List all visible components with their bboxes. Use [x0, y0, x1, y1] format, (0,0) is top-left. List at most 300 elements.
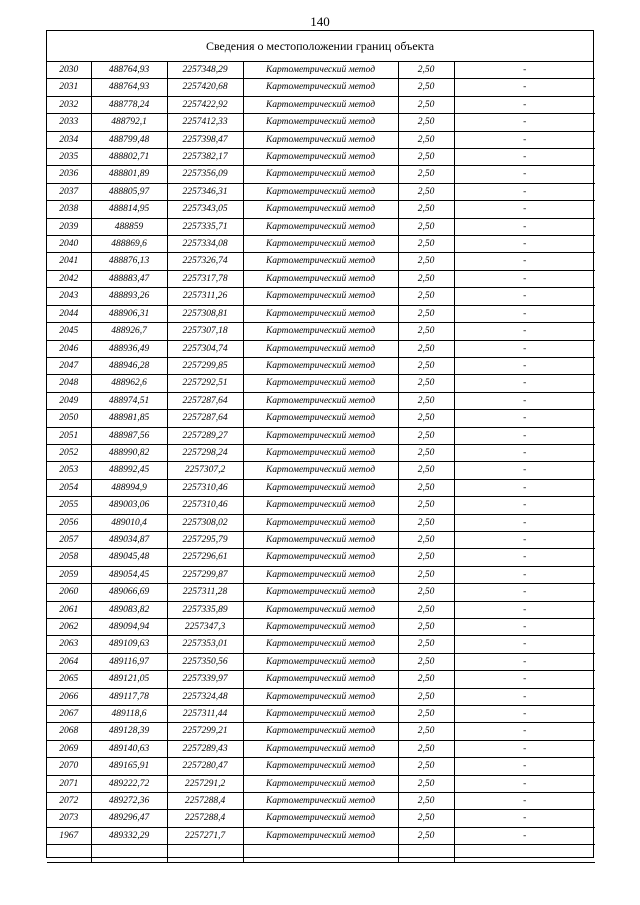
y-coordinate-cell: 2257287,64 — [167, 392, 243, 409]
x-coordinate-cell: 488936,49 — [91, 340, 167, 357]
method-cell: Картометрический метод — [243, 288, 398, 305]
point-number-cell: 2033 — [47, 114, 91, 131]
y-coordinate-cell: 2257346,31 — [167, 183, 243, 200]
y-coordinate-cell: 2257308,81 — [167, 305, 243, 322]
method-cell: Картометрический метод — [243, 427, 398, 444]
table-row — [47, 706, 595, 723]
accuracy-cell: 2,50 — [398, 149, 454, 166]
accuracy-cell: 2,50 — [398, 236, 454, 253]
x-coordinate-cell: 489066,69 — [91, 584, 167, 601]
accuracy-cell: 2,50 — [398, 392, 454, 409]
accuracy-cell: 2,50 — [398, 270, 454, 287]
table-row — [47, 827, 595, 844]
accuracy-cell: 2,50 — [398, 688, 454, 705]
point-number-cell: 2031 — [47, 79, 91, 96]
point-number-cell: 2049 — [47, 392, 91, 409]
y-coordinate-cell: 2257343,05 — [167, 201, 243, 218]
description-cell: - — [454, 131, 595, 148]
x-coordinate-cell: 489121,05 — [91, 671, 167, 688]
point-number-cell: 2042 — [47, 270, 91, 287]
accuracy-cell: 2,50 — [398, 305, 454, 322]
page-number: 140 — [310, 14, 330, 29]
table-row — [47, 462, 595, 479]
point-number-cell: 2030 — [47, 62, 91, 79]
method-cell: Картометрический метод — [243, 653, 398, 670]
point-number-cell: 2073 — [47, 810, 91, 827]
y-coordinate-cell: 2257334,08 — [167, 236, 243, 253]
description-cell: - — [454, 549, 595, 566]
method-cell: Картометрический метод — [243, 601, 398, 618]
empty-table-row — [47, 845, 595, 862]
x-coordinate-cell: 488990,82 — [91, 444, 167, 461]
table-row — [47, 671, 595, 688]
accuracy-cell: 2,50 — [398, 166, 454, 183]
y-coordinate-cell: 2257289,43 — [167, 740, 243, 757]
point-number-cell: 2032 — [47, 96, 91, 113]
y-coordinate-cell: 2257347,3 — [167, 619, 243, 636]
description-cell: - — [454, 653, 595, 670]
accuracy-cell: 2,50 — [398, 827, 454, 844]
method-cell: Картометрический метод — [243, 201, 398, 218]
method-cell: Картометрический метод — [243, 218, 398, 235]
y-coordinate-cell: 2257348,29 — [167, 62, 243, 79]
accuracy-cell: 2,50 — [398, 79, 454, 96]
point-number-cell: 2045 — [47, 323, 91, 340]
x-coordinate-cell: 489054,45 — [91, 566, 167, 583]
description-cell: - — [454, 566, 595, 583]
point-number-cell: 2048 — [47, 375, 91, 392]
accuracy-cell: 2,50 — [398, 323, 454, 340]
accuracy-cell: 2,50 — [398, 131, 454, 148]
point-number-cell: 2046 — [47, 340, 91, 357]
description-cell: - — [454, 357, 595, 374]
accuracy-cell: 2,50 — [398, 514, 454, 531]
y-coordinate-cell: 2257288,4 — [167, 793, 243, 810]
x-coordinate-cell: 488906,31 — [91, 305, 167, 322]
x-coordinate-cell: 488764,93 — [91, 62, 167, 79]
x-coordinate-cell: 488994,9 — [91, 479, 167, 496]
x-coordinate-cell: 489083,82 — [91, 601, 167, 618]
method-cell: Картометрический метод — [243, 357, 398, 374]
description-cell: - — [454, 62, 595, 79]
description-cell: - — [454, 619, 595, 636]
x-coordinate-cell: 488805,97 — [91, 183, 167, 200]
method-cell: Картометрический метод — [243, 636, 398, 653]
table-row — [47, 810, 595, 827]
x-coordinate-cell: 489109,63 — [91, 636, 167, 653]
method-cell: Картометрический метод — [243, 775, 398, 792]
section-title: Сведения о местоположении границ объекта — [47, 31, 593, 62]
description-cell: - — [454, 270, 595, 287]
empty-cell — [47, 845, 91, 862]
description-cell: - — [454, 636, 595, 653]
table-row — [47, 201, 595, 218]
point-number-cell: 2069 — [47, 740, 91, 757]
point-number-cell: 2056 — [47, 514, 91, 531]
y-coordinate-cell: 2257289,27 — [167, 427, 243, 444]
point-number-cell: 2053 — [47, 462, 91, 479]
y-coordinate-cell: 2257288,4 — [167, 810, 243, 827]
method-cell: Картометрический метод — [243, 740, 398, 757]
table-row — [47, 305, 595, 322]
y-coordinate-cell: 2257310,46 — [167, 497, 243, 514]
description-cell: - — [454, 323, 595, 340]
y-coordinate-cell: 2257307,18 — [167, 323, 243, 340]
accuracy-cell: 2,50 — [398, 114, 454, 131]
table-row — [47, 62, 595, 79]
method-cell: Картометрический метод — [243, 305, 398, 322]
description-cell: - — [454, 183, 595, 200]
y-coordinate-cell: 2257326,74 — [167, 253, 243, 270]
table-row — [47, 253, 595, 270]
x-coordinate-cell: 489117,78 — [91, 688, 167, 705]
accuracy-cell: 2,50 — [398, 201, 454, 218]
table-row — [47, 688, 595, 705]
method-cell: Картометрический метод — [243, 340, 398, 357]
x-coordinate-cell: 489034,87 — [91, 531, 167, 548]
table-row — [47, 183, 595, 200]
table-row — [47, 392, 595, 409]
point-number-cell: 2041 — [47, 253, 91, 270]
y-coordinate-cell: 2257356,09 — [167, 166, 243, 183]
method-cell: Картометрический метод — [243, 706, 398, 723]
method-cell: Картометрический метод — [243, 619, 398, 636]
method-cell: Картометрический метод — [243, 149, 398, 166]
description-cell: - — [454, 775, 595, 792]
accuracy-cell: 2,50 — [398, 288, 454, 305]
description-cell: - — [454, 392, 595, 409]
y-coordinate-cell: 2257324,48 — [167, 688, 243, 705]
table-row — [47, 775, 595, 792]
method-cell: Картометрический метод — [243, 549, 398, 566]
empty-cell — [398, 845, 454, 862]
accuracy-cell: 2,50 — [398, 375, 454, 392]
x-coordinate-cell: 488974,51 — [91, 392, 167, 409]
y-coordinate-cell: 2257280,47 — [167, 758, 243, 775]
x-coordinate-cell: 488962,6 — [91, 375, 167, 392]
table-row — [47, 375, 595, 392]
method-cell: Картометрический метод — [243, 96, 398, 113]
method-cell: Картометрический метод — [243, 723, 398, 740]
table-row — [47, 566, 595, 583]
method-cell: Картометрический метод — [243, 566, 398, 583]
y-coordinate-cell: 2257304,74 — [167, 340, 243, 357]
accuracy-cell: 2,50 — [398, 601, 454, 618]
table-row — [47, 584, 595, 601]
y-coordinate-cell: 2257291,2 — [167, 775, 243, 792]
accuracy-cell: 2,50 — [398, 427, 454, 444]
table-row — [47, 793, 595, 810]
point-number-cell: 2071 — [47, 775, 91, 792]
point-number-cell: 2072 — [47, 793, 91, 810]
y-coordinate-cell: 2257420,68 — [167, 79, 243, 96]
description-cell: - — [454, 201, 595, 218]
method-cell: Картометрический метод — [243, 497, 398, 514]
table-row — [47, 444, 595, 461]
point-number-cell: 2067 — [47, 706, 91, 723]
point-number-cell: 2044 — [47, 305, 91, 322]
y-coordinate-cell: 2257311,44 — [167, 706, 243, 723]
point-number-cell: 2052 — [47, 444, 91, 461]
point-number-cell: 2068 — [47, 723, 91, 740]
method-cell: Картометрический метод — [243, 392, 398, 409]
point-number-cell: 2054 — [47, 479, 91, 496]
point-number-cell: 2064 — [47, 653, 91, 670]
x-coordinate-cell: 489045,48 — [91, 549, 167, 566]
table-row — [47, 427, 595, 444]
table-row — [47, 497, 595, 514]
x-coordinate-cell: 488814,95 — [91, 201, 167, 218]
description-cell: - — [454, 584, 595, 601]
y-coordinate-cell: 2257412,33 — [167, 114, 243, 131]
accuracy-cell: 2,50 — [398, 218, 454, 235]
accuracy-cell: 2,50 — [398, 740, 454, 757]
accuracy-cell: 2,50 — [398, 793, 454, 810]
point-number-cell: 2060 — [47, 584, 91, 601]
accuracy-cell: 2,50 — [398, 444, 454, 461]
x-coordinate-cell: 489272,36 — [91, 793, 167, 810]
y-coordinate-cell: 2257299,21 — [167, 723, 243, 740]
table-row — [47, 549, 595, 566]
x-coordinate-cell: 489140,63 — [91, 740, 167, 757]
method-cell: Картометрический метод — [243, 183, 398, 200]
x-coordinate-cell: 488926,7 — [91, 323, 167, 340]
table-row — [47, 288, 595, 305]
point-number-cell: 2050 — [47, 410, 91, 427]
accuracy-cell: 2,50 — [398, 357, 454, 374]
description-cell: - — [454, 340, 595, 357]
description-cell: - — [454, 375, 595, 392]
method-cell: Картометрический метод — [243, 688, 398, 705]
empty-cell — [91, 845, 167, 862]
table-row — [47, 619, 595, 636]
table-row — [47, 531, 595, 548]
point-number-cell: 2063 — [47, 636, 91, 653]
accuracy-cell: 2,50 — [398, 775, 454, 792]
coordinates-table-frame — [46, 30, 594, 858]
description-cell: - — [454, 479, 595, 496]
x-coordinate-cell: 488981,85 — [91, 410, 167, 427]
x-coordinate-cell: 489165,91 — [91, 758, 167, 775]
description-cell: - — [454, 79, 595, 96]
y-coordinate-cell: 2257287,64 — [167, 410, 243, 427]
point-number-cell: 2062 — [47, 619, 91, 636]
y-coordinate-cell: 2257299,85 — [167, 357, 243, 374]
y-coordinate-cell: 2257422,92 — [167, 96, 243, 113]
accuracy-cell: 2,50 — [398, 340, 454, 357]
method-cell: Картометрический метод — [243, 114, 398, 131]
x-coordinate-cell: 488764,93 — [91, 79, 167, 96]
method-cell: Картометрический метод — [243, 584, 398, 601]
x-coordinate-cell: 488778,24 — [91, 96, 167, 113]
method-cell: Картометрический метод — [243, 62, 398, 79]
x-coordinate-cell: 489116,97 — [91, 653, 167, 670]
description-cell: - — [454, 531, 595, 548]
method-cell: Картометрический метод — [243, 323, 398, 340]
x-coordinate-cell: 489128,39 — [91, 723, 167, 740]
x-coordinate-cell: 489332,29 — [91, 827, 167, 844]
description-cell: - — [454, 149, 595, 166]
description-cell: - — [454, 288, 595, 305]
point-number-cell: 2036 — [47, 166, 91, 183]
table-row — [47, 723, 595, 740]
point-number-cell: 1967 — [47, 827, 91, 844]
empty-cell — [167, 845, 243, 862]
accuracy-cell: 2,50 — [398, 810, 454, 827]
accuracy-cell: 2,50 — [398, 706, 454, 723]
point-number-cell: 2038 — [47, 201, 91, 218]
method-cell: Картометрический метод — [243, 444, 398, 461]
x-coordinate-cell: 488859 — [91, 218, 167, 235]
description-cell: - — [454, 236, 595, 253]
accuracy-cell: 2,50 — [398, 758, 454, 775]
method-cell: Картометрический метод — [243, 253, 398, 270]
point-number-cell: 2034 — [47, 131, 91, 148]
point-number-cell: 2043 — [47, 288, 91, 305]
x-coordinate-cell: 488799,48 — [91, 131, 167, 148]
x-coordinate-cell: 489094,94 — [91, 619, 167, 636]
point-number-cell: 2039 — [47, 218, 91, 235]
y-coordinate-cell: 2257398,47 — [167, 131, 243, 148]
table-row — [47, 270, 595, 287]
x-coordinate-cell: 488801,89 — [91, 166, 167, 183]
table-row — [47, 96, 595, 113]
table-row — [47, 740, 595, 757]
x-coordinate-cell: 488883,47 — [91, 270, 167, 287]
accuracy-cell: 2,50 — [398, 671, 454, 688]
table-row — [47, 636, 595, 653]
table-row — [47, 357, 595, 374]
table-row — [47, 340, 595, 357]
y-coordinate-cell: 2257299,87 — [167, 566, 243, 583]
x-coordinate-cell: 488876,13 — [91, 253, 167, 270]
x-coordinate-cell: 489118,6 — [91, 706, 167, 723]
accuracy-cell: 2,50 — [398, 566, 454, 583]
accuracy-cell: 2,50 — [398, 584, 454, 601]
table-row — [47, 514, 595, 531]
description-cell: - — [454, 96, 595, 113]
description-cell: - — [454, 410, 595, 427]
x-coordinate-cell: 488946,28 — [91, 357, 167, 374]
table-row — [47, 149, 595, 166]
y-coordinate-cell: 2257311,28 — [167, 584, 243, 601]
boundary-coordinates-table — [47, 62, 595, 863]
accuracy-cell: 2,50 — [398, 549, 454, 566]
method-cell: Картометрический метод — [243, 236, 398, 253]
method-cell: Картометрический метод — [243, 758, 398, 775]
table-row — [47, 79, 595, 96]
x-coordinate-cell: 488893,26 — [91, 288, 167, 305]
description-cell: - — [454, 740, 595, 757]
y-coordinate-cell: 2257295,79 — [167, 531, 243, 548]
method-cell: Картометрический метод — [243, 514, 398, 531]
accuracy-cell: 2,50 — [398, 531, 454, 548]
point-number-cell: 2040 — [47, 236, 91, 253]
description-cell: - — [454, 758, 595, 775]
method-cell: Картометрический метод — [243, 827, 398, 844]
method-cell: Картометрический метод — [243, 270, 398, 287]
point-number-cell: 2035 — [47, 149, 91, 166]
y-coordinate-cell: 2257307,2 — [167, 462, 243, 479]
y-coordinate-cell: 2257310,46 — [167, 479, 243, 496]
accuracy-cell: 2,50 — [398, 479, 454, 496]
method-cell: Картометрический метод — [243, 131, 398, 148]
point-number-cell: 2037 — [47, 183, 91, 200]
table-row — [47, 218, 595, 235]
y-coordinate-cell: 2257317,78 — [167, 270, 243, 287]
table-row — [47, 758, 595, 775]
description-cell: - — [454, 793, 595, 810]
description-cell: - — [454, 601, 595, 618]
method-cell: Картометрический метод — [243, 462, 398, 479]
description-cell: - — [454, 514, 595, 531]
method-cell: Картометрический метод — [243, 810, 398, 827]
x-coordinate-cell: 489222,72 — [91, 775, 167, 792]
x-coordinate-cell: 488802,71 — [91, 149, 167, 166]
point-number-cell: 2055 — [47, 497, 91, 514]
y-coordinate-cell: 2257335,71 — [167, 218, 243, 235]
point-number-cell: 2058 — [47, 549, 91, 566]
y-coordinate-cell: 2257350,56 — [167, 653, 243, 670]
y-coordinate-cell: 2257292,51 — [167, 375, 243, 392]
table-row — [47, 114, 595, 131]
table-row — [47, 479, 595, 496]
description-cell: - — [454, 688, 595, 705]
x-coordinate-cell: 489010,4 — [91, 514, 167, 531]
accuracy-cell: 2,50 — [398, 462, 454, 479]
description-cell: - — [454, 305, 595, 322]
accuracy-cell: 2,50 — [398, 96, 454, 113]
table-row — [47, 601, 595, 618]
y-coordinate-cell: 2257296,61 — [167, 549, 243, 566]
method-cell: Картометрический метод — [243, 671, 398, 688]
table-row — [47, 653, 595, 670]
point-number-cell: 2065 — [47, 671, 91, 688]
method-cell: Картометрический метод — [243, 79, 398, 96]
accuracy-cell: 2,50 — [398, 653, 454, 670]
y-coordinate-cell: 2257339,97 — [167, 671, 243, 688]
accuracy-cell: 2,50 — [398, 619, 454, 636]
method-cell: Картометрический метод — [243, 479, 398, 496]
table-row — [47, 236, 595, 253]
accuracy-cell: 2,50 — [398, 723, 454, 740]
accuracy-cell: 2,50 — [398, 497, 454, 514]
x-coordinate-cell: 489003,06 — [91, 497, 167, 514]
method-cell: Картометрический метод — [243, 166, 398, 183]
description-cell: - — [454, 827, 595, 844]
table-row — [47, 131, 595, 148]
y-coordinate-cell: 2257298,24 — [167, 444, 243, 461]
point-number-cell: 2061 — [47, 601, 91, 618]
x-coordinate-cell: 488792,1 — [91, 114, 167, 131]
point-number-cell: 2070 — [47, 758, 91, 775]
x-coordinate-cell: 488992,45 — [91, 462, 167, 479]
point-number-cell: 2057 — [47, 531, 91, 548]
x-coordinate-cell: 488869,6 — [91, 236, 167, 253]
method-cell: Картометрический метод — [243, 531, 398, 548]
y-coordinate-cell: 2257382,17 — [167, 149, 243, 166]
description-cell: - — [454, 427, 595, 444]
description-cell: - — [454, 810, 595, 827]
point-number-cell: 2047 — [47, 357, 91, 374]
table-row — [47, 410, 595, 427]
empty-cell — [243, 845, 398, 862]
accuracy-cell: 2,50 — [398, 183, 454, 200]
y-coordinate-cell: 2257335,89 — [167, 601, 243, 618]
description-cell: - — [454, 218, 595, 235]
description-cell: - — [454, 114, 595, 131]
description-cell: - — [454, 462, 595, 479]
